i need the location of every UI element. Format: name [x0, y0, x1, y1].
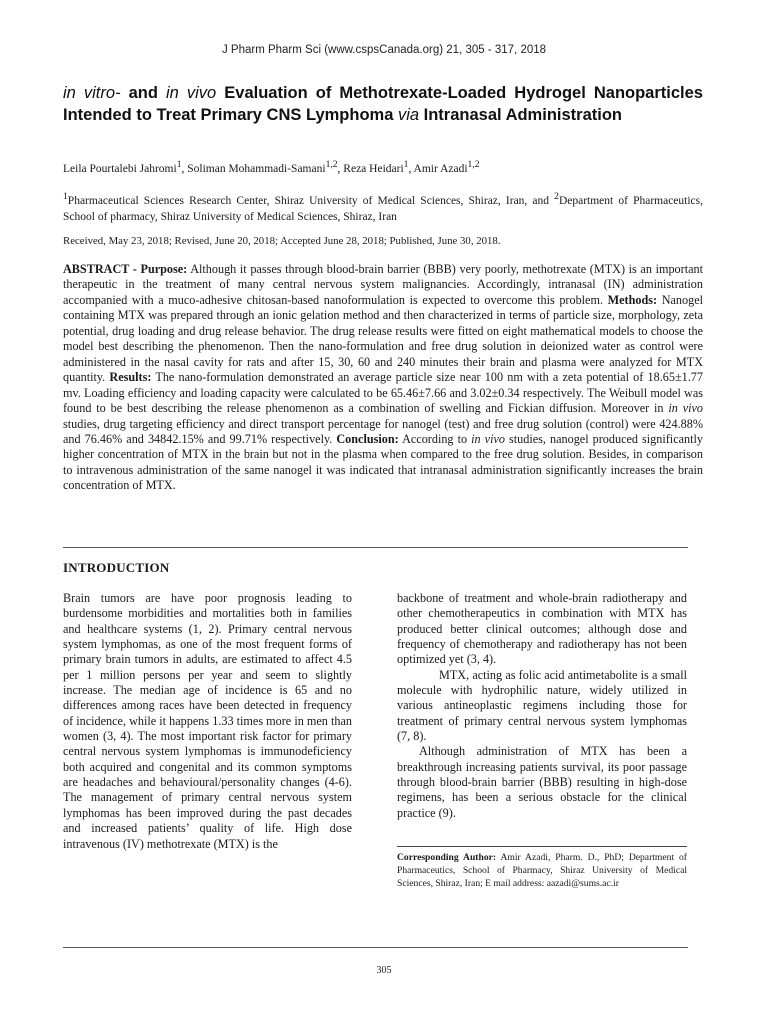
- affiliation-mark: 2: [554, 191, 559, 202]
- author-name: , Soliman Mohammadi-Samani: [181, 162, 326, 175]
- abstract-conclusion-italic: in vivo: [471, 431, 505, 446]
- footer-divider: [63, 947, 688, 948]
- author-name: , Amir Azadi: [408, 162, 468, 175]
- author-affiliation-mark: 1,2: [325, 159, 338, 170]
- introduction-heading: INTRODUCTION: [63, 560, 170, 575]
- corresponding-label: Corresponding Author:: [397, 852, 497, 863]
- abstract-purpose-label: ABSTRACT - Purpose:: [63, 262, 188, 276]
- abstract-conclusion-text: According to: [398, 431, 472, 446]
- section-divider: [63, 547, 688, 548]
- introduction-left-column: [63, 591, 352, 852]
- abstract: [63, 262, 703, 494]
- title-text-end: Intranasal Administration: [419, 106, 622, 124]
- introduction-paragraph: backbone of treatment and whole-brain radiotherapy and other chemotherapeutics in combination with MTX has produced better clinical outcomes; although dose and frequency of chemotherapy and radiotherapy has not been optimized yet (3, 4).: [397, 591, 687, 667]
- affiliation-mark: 1: [63, 191, 68, 202]
- title-italic-via: via: [397, 106, 420, 124]
- article-title: [63, 82, 703, 126]
- title-italic-in-vivo: in vivo: [166, 84, 217, 102]
- introduction-paragraph: Although administration of MTX has been a breakthrough increasing patients survival, its poor passage through blood-brain barrier (BBB) resulting in high-dose regimens, has been a serious obstacle for the clinical practice (9).: [397, 744, 687, 820]
- abstract-results-italic: in vivo: [668, 401, 703, 416]
- abstract-results-text-cont: studies, drug targeting efficiency and direct transport percentage for nanogel (test) and free drug solution (control) were 424.88% and 76.46% and 34842.15% and 99.71% respectively.: [63, 416, 703, 446]
- abstract-methods-label: Methods:: [607, 292, 658, 307]
- affiliation-text: Pharmaceutical Sciences Research Center, Shiraz University of Medical Sciences, Shiraz, Iran, and: [67, 194, 555, 207]
- affiliation-text: Department of Pharmaceutics, School of pharmacy, Shiraz University of Medical Sciences, Shiraz, Iran: [63, 194, 703, 223]
- abstract-results-label: Results:: [109, 370, 152, 385]
- author-name: , Reza Heidari: [337, 162, 404, 175]
- abstract-conclusion-label: Conclusion:: [336, 431, 399, 446]
- author-affiliation-mark: 1,2: [467, 159, 480, 170]
- introduction-paragraph: Brain tumors are have poor prognosis leading to burdensome morbidities and mortalities both in families and healthcare systems (1, 2). Primary central nervous system lymphomas, as one of the most frequent forms of primary brain tumors in adults, are estimated to affect 4.5 per 1 million persons per year and seem to slightly increase. The median age of incidence is 65 and no differences among races have been detected in frequency of incidence, while it happens 1.33 times more in men than women (3, 4). The most important risk factor for primary central nervous system lymphomas is immunodeficiency both acquired and congenital and its common symptoms are headaches and behavioural/personality changes (4-6). The management of primary central nervous system lymphomas has been improved during the past decades and increased patients’ quality of life. High dose intravenous (IV) methotrexate (MTX) is the: [63, 591, 352, 851]
- corresponding-author-note: [397, 851, 687, 891]
- author-affiliation-mark: 1: [403, 159, 409, 170]
- abstract-purpose-text: Although it passes through blood-brain barrier (BBB) very poorly, methotrexate (MTX) is an important therapeutic in the treatment of many central nervous system malignancies. Accordingly, intranasal (IN) administration accompanied with a muco-adhesive chitosan-based nanoformulation is expected to overcome this problem.: [63, 262, 703, 307]
- abstract-conclusion-text-cont: studies, nanogel produced significantly higher concentration of MTX in the brain but not in the plasma when compared to the free drug solution. Besides, in comparison to intravenous administration of the same nanogel it was indicated that intranasal administration significantly increases the brain concentration of MTX.: [63, 431, 703, 493]
- corresponding-divider: [397, 846, 687, 847]
- abstract-results-text: The nano-formulation demonstrated an average particle size near 100 nm with a zeta potential of 18.65±1.77 mv. Loading efficiency and loading capacity were calculated to be 65.46±7.66 and 3.02±0.34 respectively. The Weibull model was found to be best describing the release phenomenon as a combination of swelling and Fickian diffusion. Moreover in: [63, 370, 703, 416]
- abstract-methods-text: Nanogel containing MTX was prepared through an ionic gelation method and then characterized in terms of particle size, morphology, zeta potential, drug loading and drug release behavior. The drug release results were fitted on eight mathematical models to choose the model best describing the phenomenon. Then the nano-formulation and free drug solution in deionized water as control were administered in the nasal cavity for rats and after 15, 30, 60 and 240 minutes their brain and plasma were analyzed for MTX quantity.: [63, 292, 703, 385]
- author-affiliation-mark: 1: [176, 159, 182, 170]
- page-number: 305: [376, 965, 392, 976]
- title-italic-in-vitro: in vitro-: [63, 84, 121, 102]
- publication-dates: Received, May 23, 2018; Revised, June 20, 2018; Accepted June 28, 2018; Published, June 30, 2018.: [63, 235, 501, 247]
- introduction-right-column: [397, 591, 687, 821]
- title-text-main: Evaluation of Methotrexate-Loaded Hydrogel Nanoparticles Intended to Treat Primary CNS Lymphoma: [63, 84, 703, 124]
- introduction-paragraph: MTX, acting as folic acid antimetabolite is a small molecule with hydrophilic nature, widely utilized in various antineoplastic regimens including those for treatment of primary central nervous system lymphomas (7, 8).: [397, 667, 687, 744]
- corresponding-text: Amir Azadi, Pharm. D., PhD; Department of Pharmaceutics, School of Pharmacy, Shiraz University of Medical Sciences, Shiraz, Iran; E mail address: aazadi@sums.ac.ir: [397, 852, 687, 890]
- affiliations: [63, 189, 703, 225]
- title-text-and: and: [120, 84, 166, 102]
- author-list: [63, 159, 703, 175]
- author-name: Leila Pourtalebi Jahromi: [63, 162, 177, 175]
- journal-header: J Pharm Pharm Sci (www.cspsCanada.org) 21, 305 - 317, 2018: [221, 44, 547, 56]
